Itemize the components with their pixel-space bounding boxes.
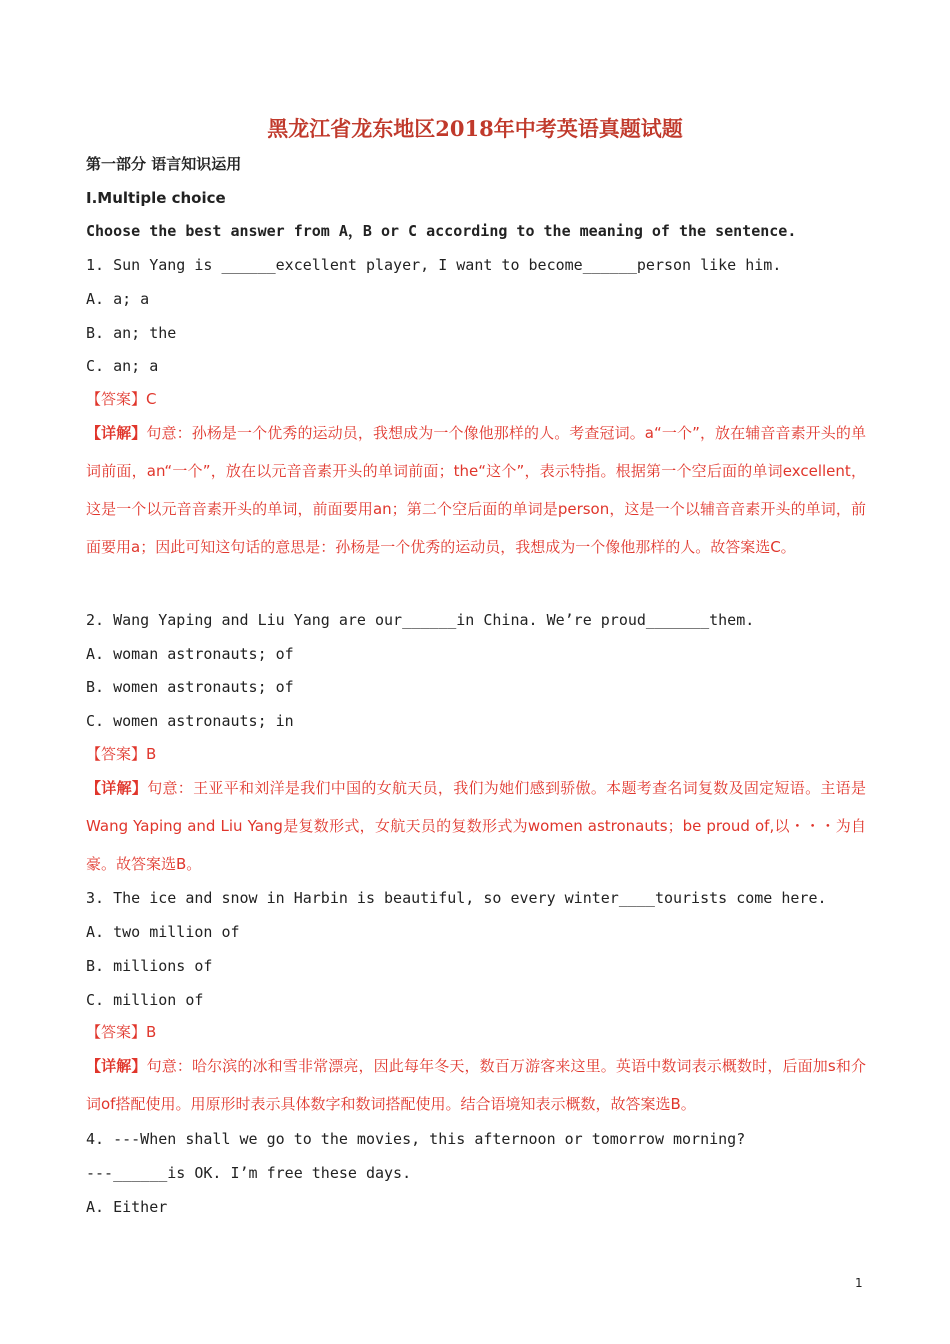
question-2-stem: 2. Wang Yaping and Liu Yang are our______in China. We’re proud_______them. xyxy=(86,611,755,629)
part-heading: 第一部分 语言知识运用 xyxy=(86,155,242,173)
document-title: 黑龙江省龙东地区2018年中考英语真题试题 xyxy=(267,116,683,141)
question-3-option-a: A. two million of xyxy=(86,923,240,941)
detail-tag: 【详解】 xyxy=(86,424,147,442)
question-1-stem: 1. Sun Yang is ______excellent player, I want to become______person like him. xyxy=(86,256,782,274)
detail-text: 句意：哈尔滨的冰和雪非常漂亮，因此每年冬天，数百万游客来这里。英语中数词表示概数时，后面加s和介词of搭配使用。用原形时表示具体数字和数词搭配使用。结合语境知表示概数，故答案选B。 xyxy=(86,1057,866,1113)
question-3-detail xyxy=(86,1047,866,1123)
question-1-detail xyxy=(86,414,866,566)
question-3-option-c: C. million of xyxy=(86,991,204,1009)
question-2-option-b: B. women astronauts; of xyxy=(86,678,294,696)
question-2-answer: 【答案】B xyxy=(86,745,157,763)
question-4-stem: 4. ---When shall we go to the movies, this afternoon or tomorrow morning? xyxy=(86,1130,746,1148)
detail-tag: 【详解】 xyxy=(86,1057,147,1075)
question-3-answer: 【答案】B xyxy=(86,1023,157,1041)
question-1-answer: 【答案】C xyxy=(86,390,157,408)
question-4-stem-reply: ---______is OK. I’m free these days. xyxy=(86,1164,412,1182)
question-2-option-c: C. women astronauts; in xyxy=(86,712,294,730)
detail-tag: 【详解】 xyxy=(86,779,148,797)
question-1-option-b: B. an; the xyxy=(86,324,177,342)
question-3-stem: 3. The ice and snow in Harbin is beautiful, so every winter____tourists come here. xyxy=(86,889,827,907)
detail-text: 句意：王亚平和刘洋是我们中国的女航天员，我们为她们感到骄傲。本题考查名词复数及固定短语。主语是Wang Yaping and Liu Yang是复数形式，女航天员的复数形式为women astronauts；be proud of,以・・・为自豪。故答案选B。 xyxy=(86,779,866,873)
section-heading: Ⅰ.Multiple choice xyxy=(86,189,226,207)
question-4-option-a: A. Either xyxy=(86,1198,168,1216)
instruction: Choose the best answer from A，B or C according to the meaning of the sentence. xyxy=(86,222,797,240)
question-2-detail xyxy=(86,769,866,883)
question-1-option-c: C. an; a xyxy=(86,357,159,375)
question-2-option-a: A. woman astronauts; of xyxy=(86,645,294,663)
question-1-option-a: A. a; a xyxy=(86,290,150,308)
page-number: 1 xyxy=(855,1276,863,1290)
question-3-option-b: B. millions of xyxy=(86,957,213,975)
detail-text: 句意：孙杨是一个优秀的运动员，我想成为一个像他那样的人。考查冠词。a“一个”，放在辅音音素开头的单词前面，an“一个”，放在以元音音素开头的单词前面；the“这个”，表示特指。根据第一个空后面的单词excellent，这是一个以元音音素开头的单词，前面要用an；第二个空后面的单词是person，这是一个以辅音音素开头的单词，前面要用a；因此可知这句话的意思是：孙杨是一个优秀的运动员，我想成为一个像他那样的人。故答案选C。 xyxy=(86,424,866,556)
